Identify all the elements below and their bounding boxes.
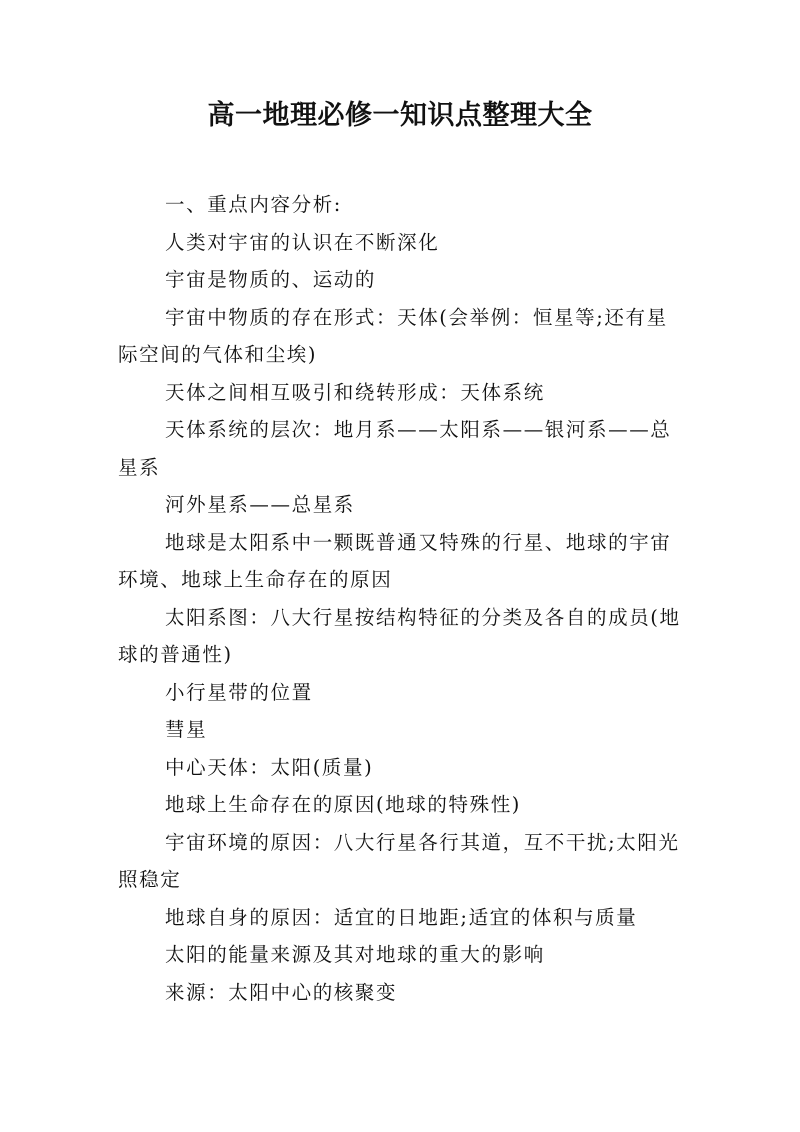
paragraph-section-heading: 一、重点内容分析: <box>165 193 342 216</box>
paragraph: 地球上生命存在的原因(地球的特殊性) <box>165 793 522 816</box>
paragraph: 地球是太阳系中一颗既普通又特殊的行星、地球的宇宙环境、地球上生命存在的原因 <box>118 530 672 591</box>
paragraph: 河外星系——总星系 <box>165 493 355 516</box>
document-body <box>118 186 684 1011</box>
paragraph: 小行星带的位置 <box>165 680 313 704</box>
paragraph: 太阳的能量来源及其对地球的重大的影响 <box>165 943 545 966</box>
paragraph: 宇宙中物质的存在形式：天体(会举例：恒星等;还有星际空间的气体和尘埃) <box>118 305 668 366</box>
paragraph: 天体系统的层次：地月系——太阳系——银河系——总星系 <box>118 418 672 479</box>
paragraph: 来源：太阳中心的核聚变 <box>165 980 398 1004</box>
paragraph: 天体之间相互吸引和绕转形成：天体系统 <box>165 380 545 404</box>
paragraph: 人类对宇宙的认识在不断深化 <box>165 230 440 254</box>
paragraph: 地球自身的原因：适宜的日地距;适宜的体积与质量 <box>165 905 638 929</box>
paragraph: 彗星 <box>165 718 208 741</box>
paragraph: 中心天体：太阳(质量) <box>165 755 374 779</box>
paragraph: 宇宙是物质的、运动的 <box>165 268 377 291</box>
paragraph: 太阳系图：八大行星按结构特征的分类及各自的成员(地球的普通性) <box>118 605 681 666</box>
document-title: 高一地理必修一知识点整理大全 <box>207 100 593 131</box>
paragraph: 宇宙环境的原因：八大行星各行其道，互不干扰;太阳光照稳定 <box>118 830 680 891</box>
